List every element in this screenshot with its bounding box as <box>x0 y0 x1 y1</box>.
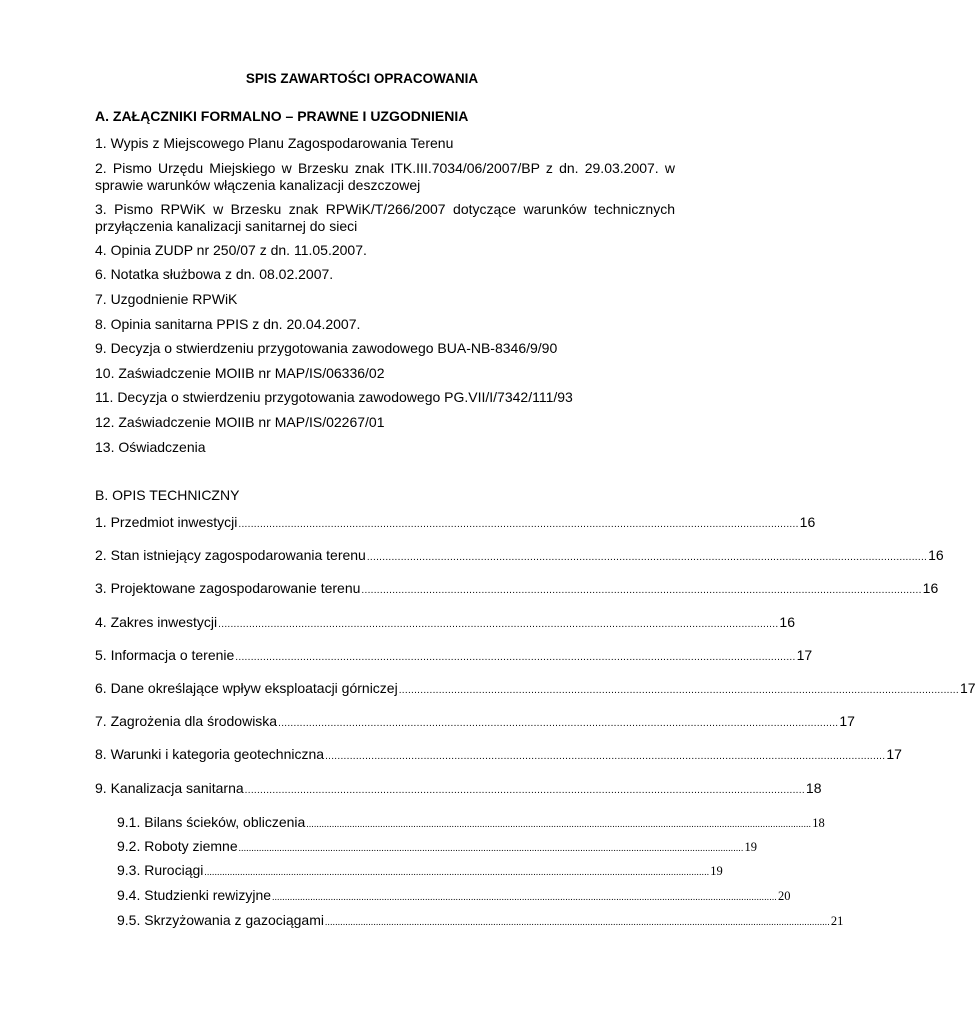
toc-leader-dots: ...................................................................................................................................................................................... <box>278 718 839 729</box>
toc-page-number: 19 <box>744 840 758 854</box>
toc-subentry-label: 9.3. Rurociągi <box>117 862 204 878</box>
section-b-heading: B. OPIS TECHNICZNY <box>95 487 240 503</box>
toc-subentry-label: 9.2. Roboty ziemne <box>117 838 238 854</box>
toc-leader-dots: ...................................................................................................................................................................................... <box>238 519 799 530</box>
toc-leader-dots: ...................................................................................................................................................................................................... <box>204 867 710 877</box>
toc-entry-label: 7. Zagrożenia dla środowiska <box>95 713 278 729</box>
toc-subentry-label: 9.5. Skrzyżowania z gazociągami <box>117 912 324 928</box>
toc-page-number: 16 <box>799 514 816 530</box>
toc-leader-dots: ...................................................................................................................................................................................................... <box>238 843 744 853</box>
toc-leader-dots: ...................................................................................................................................................................................................... <box>325 917 830 927</box>
toc-entry[interactable] <box>95 547 944 566</box>
toc-page-number: 16 <box>928 547 944 563</box>
toc-page-number: 17 <box>839 713 855 729</box>
attachment-item: 9. Decyzja o stwierdzeniu przygotowania zawodowego BUA-NB-8346/9/90 <box>95 340 558 356</box>
toc-leader-dots: ...................................................................................................................................................................................... <box>218 619 779 630</box>
toc-subentry[interactable] <box>117 887 791 906</box>
toc-entry-label: 9. Kanalizacja sanitarna <box>95 780 244 796</box>
attachment-item: 3. Pismo RPWiK w Brzesku znak RPWiK/T/266/2007 dotyczące warunków technicznych przyłączenia kanalizacji sanitarnej do sieci <box>95 201 675 234</box>
toc-entry[interactable] <box>95 713 855 732</box>
toc-page-number: 20 <box>777 889 791 903</box>
toc-subentry[interactable] <box>117 814 825 833</box>
toc-entry-label: 4. Zakres inwestycji <box>95 614 218 630</box>
toc-page-number: 16 <box>779 614 795 630</box>
toc-entry[interactable] <box>95 614 795 633</box>
toc-entry[interactable] <box>95 647 813 666</box>
toc-leader-dots: ...................................................................................................................................................................................... <box>235 652 796 663</box>
toc-leader-dots: ...................................................................................................................................................................................... <box>398 685 959 696</box>
toc-entry[interactable] <box>95 780 822 799</box>
toc-entry-label: 5. Informacja o terenie <box>95 647 235 663</box>
toc-page-number: 18 <box>812 816 825 830</box>
toc-entry[interactable] <box>95 514 816 533</box>
toc-subentry[interactable] <box>117 912 844 931</box>
attachment-item: 11. Decyzja o stwierdzeniu przygotowania zawodowego PG.VII/I/7342/111/93 <box>95 389 573 405</box>
toc-entry[interactable] <box>95 680 976 699</box>
toc-leader-dots: ...................................................................................................................................................................................... <box>244 785 805 796</box>
toc-page-number: 18 <box>805 780 822 796</box>
toc-entry-label: 6. Dane określające wpływ eksploatacji górniczej <box>95 680 398 696</box>
toc-subentry-label: 9.4. Studzienki rewizyjne <box>117 887 272 903</box>
toc-page-number: 16 <box>922 580 939 596</box>
attachment-item: 1. Wypis z Miejscowego Planu Zagospodarowania Terenu <box>95 135 454 151</box>
attachment-item: 8. Opinia sanitarna PPIS z dn. 20.04.2007. <box>95 316 361 332</box>
toc-entry-label: 2. Stan istniejący zagospodarowania terenu <box>95 547 366 563</box>
section-a-heading: A. ZAŁĄCZNIKI FORMALNO – PRAWNE I UZGODNIENIA <box>95 108 469 124</box>
toc-leader-dots: ...................................................................................................................................................................................... <box>325 751 886 762</box>
toc-leader-dots: ...................................................................................................................................................................................................... <box>306 819 812 829</box>
toc-page-number: 17 <box>959 680 976 696</box>
toc-subentry-label: 9.1. Bilans ścieków, obliczenia <box>117 814 306 830</box>
toc-entry-label: 1. Przedmiot inwestycji <box>95 514 238 530</box>
attachment-item: 7. Uzgodnienie RPWiK <box>95 291 238 307</box>
attachment-item: 4. Opinia ZUDP nr 250/07 z dn. 11.05.2007. <box>95 242 367 258</box>
toc-leader-dots: ...................................................................................................................................................................................................... <box>272 892 777 902</box>
attachment-item: 13. Oświadczenia <box>95 439 206 455</box>
attachment-item: 6. Notatka służbowa z dn. 08.02.2007. <box>95 266 334 282</box>
attachment-item: 12. Zaświadczenie MOIIB nr MAP/IS/02267/01 <box>95 414 385 430</box>
toc-subentry[interactable] <box>117 862 723 881</box>
toc-entry-label: 8. Warunki i kategoria geotechniczna <box>95 746 325 762</box>
toc-leader-dots: ...................................................................................................................................................................................... <box>366 552 928 563</box>
toc-entry[interactable] <box>95 746 902 765</box>
toc-page-number: 19 <box>710 864 723 878</box>
toc-subentry[interactable] <box>117 838 758 857</box>
attachment-item: 2. Pismo Urzędu Miejskiego w Brzesku znak ITK.III.7034/06/2007/BP z dn. 29.03.2007. w sprawie warunków włączenia kanalizacji deszczowej <box>95 160 675 193</box>
document-title: SPIS ZAWARTOŚCI OPRACOWANIA <box>245 71 479 86</box>
toc-leader-dots: ...................................................................................................................................................................................... <box>361 585 922 596</box>
toc-entry-label: 3. Projektowane zagospodarowanie terenu <box>95 580 361 596</box>
toc-page-number: 17 <box>886 746 902 762</box>
attachment-item: 10. Zaświadczenie MOIIB nr MAP/IS/06336/02 <box>95 365 385 381</box>
toc-entry[interactable] <box>95 580 939 599</box>
toc-page-number: 21 <box>830 914 844 928</box>
toc-page-number: 17 <box>796 647 813 663</box>
